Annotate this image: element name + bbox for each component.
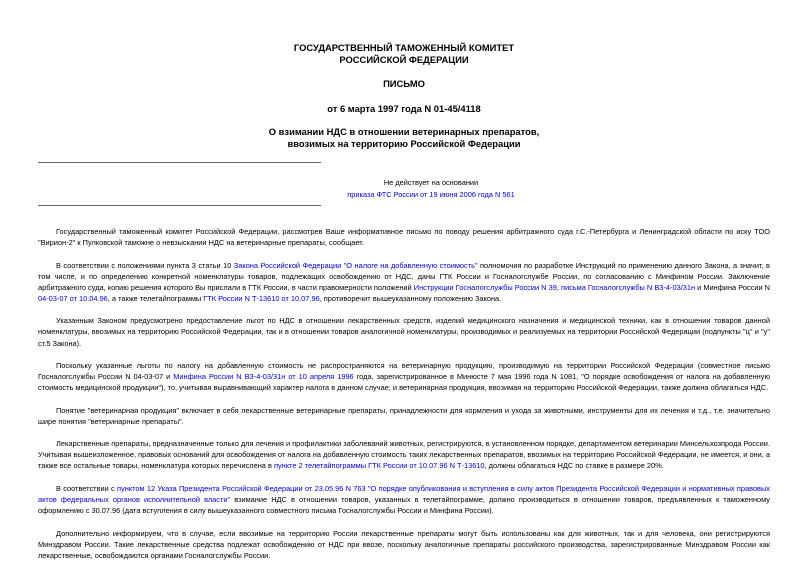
document-link[interactable]: Инструкции Госналогслужбы России N 39	[413, 282, 557, 292]
paragraph	[38, 360, 770, 393]
paragraph-text: Понятие "ветеринарная продукция" включает в себя лекарственные ветеринарные препараты, принадлежности для кормления и ухода за животными, инструменты для их лечения и т.д., т.е. значительно шире понятия "ветеринарные препараты".	[38, 405, 770, 426]
paragraph-text: , должны облагаться НДС по ставке в размере 20%.	[484, 461, 664, 471]
document-type: ПИСЬМО	[383, 78, 425, 89]
paragraph-text: Дополнительно информируем, что в случае, если ввозимые на территорию России лекарственные препараты могут быть использованы как для животных, так и для человека, они регистрируются Минздравом России. Такие лекарственные средства подлежат освобождению от НДС при ввозе, поскольку аналогичные препараты российского производства, зарегистрированные Минздравом России как лекарственные, освобождаются органами Госналогслужбы России.	[38, 528, 770, 560]
paragraph-text: В соответствии с	[56, 483, 117, 493]
document-date: от 6 марта 1997 года N 01-45/4118	[327, 102, 481, 114]
paragraph-text: , противоречит вышеуказанному положению Закона.	[319, 293, 502, 303]
document-link[interactable]: ГТК России N Т-13610 от 10.07.96	[203, 293, 320, 303]
paragraph-text: и Минфина России N	[695, 282, 770, 292]
paragraph-text: Лекарственные препараты, предназначенные только для лечения и профилактики заболеваний животных, регистрируются, в установленном порядке, департаментом ветеринарии Минсельхозпрода России. Учитывая вышеизложенное, правовых оснований для освобождения от налога на добавленную стоимость таких лекарственных препаратов, ввозимых на территорию Российской Федерации, не имеется, и они, а также все остальные товары, номенклатура которых перечислена в	[38, 439, 770, 471]
paragraph	[38, 528, 770, 561]
document-link[interactable]: Минфина России N ВЗ-4-03/31н от 10 апреля 1996	[173, 372, 354, 382]
paragraph	[38, 438, 770, 471]
document	[38, 42, 770, 572]
paragraph	[38, 260, 770, 304]
issuer-line-1: ГОСУДАРСТВЕННЫЙ ТАМОЖЕННЫЙ КОМИТЕТ	[293, 42, 515, 53]
paragraph-text: Указанным Законом предусмотрено предоставление льгот по НДС в отношении лекарственных средств, изделий медицинского назначения и медицинской техники, как в отношении товаров данной номенклатуры, ввозимых на территорию Российской Федерации, так и в отношении товаров аналогичной номенклатуры, производимых и реализуемых на территории Российской Федерации (подпункты "ц" и "у" ст.5 Закона).	[38, 316, 770, 348]
paragraph-text: ,	[556, 282, 561, 292]
paragraph-text: Поскольку указанные льготы по налогу на добавленную стоимость не распространяются на ветеринарную продукцию, производимую на территории Российской Федерации (совместное письмо Госналогслужбы России N 04-03-07 и	[38, 361, 770, 382]
paragraph	[38, 483, 770, 516]
paragraph	[38, 226, 770, 248]
paragraph-text: полномочия по разработке Инструкций по применению данного Закона, а значит, в том числе, и по определению конкретной номенклатуры товаров, подлежащих освобождению от НДС, даны ГТК России и Госналогслужбе России, по согласованию с Минфином России. Заключение арбитражного суда, копию решения которого Вы прислали в ГТК России, в части правомерности положений	[38, 260, 770, 292]
document-link[interactable]: письма Госналогслужбы N ВЗ-4-03/31н	[560, 282, 696, 292]
paragraph	[38, 405, 770, 427]
paragraph-text: В соответствии с положениями пункта 3 статьи 10	[56, 260, 234, 270]
document-link[interactable]: Закона Российской Федерации "О налоге на добавленную стоимость"	[233, 260, 478, 270]
paragraph-text: , а также телетайпограммы	[107, 293, 204, 303]
document-title-line-2: ввозимых на территорию Российской Федерации	[287, 137, 521, 149]
status-text: Не действует на основании	[383, 178, 479, 187]
status-link[interactable]: приказа ФТС России от 19 июня 2006 года N 561	[347, 190, 515, 199]
paragraph-text: Государственный таможенный комитет Российской Федерации, рассмотрев Ваше информативное письмо по поводу решения арбитражного суда г.С.-Петербурга и Ленинградской области по иску ТОО "Вирион-2" к Пулковской таможне о невзыскании НДС на ветеринарные препараты, сообщает.	[38, 227, 770, 248]
paragraph-text: взимание НДС в отношении товаров, указанных в телетайпограмме, должно производиться в отношении товаров, предъявленных к таможенному оформлению с 30.07.96 (дата вступления в силу вышеуказанного совместного письма Госналогслужбы России и Минфина России).	[38, 495, 771, 516]
document-body	[38, 226, 770, 561]
document-title-line-1: О взимании НДС в отношении ветеринарных препаратов,	[268, 126, 540, 137]
document-link[interactable]: 04-03-07 от 10.04.96	[38, 293, 108, 303]
paragraph	[38, 315, 770, 348]
document-link[interactable]: пункте 2 телетайпограммы ГТК России от 10.07.96 N Т-13610	[273, 461, 485, 471]
issuer-line-2: РОССИЙСКОЙ ФЕДЕРАЦИИ	[339, 53, 469, 65]
document-link[interactable]: пунктом 12 Указа Президента Российской Федерации от 23.05.96 N 763 "О порядке опубликования и вступления в силу актов Президента Российской Федерации и нормативных правовых актов федеральных органов исполнительной власти"	[38, 483, 770, 505]
paragraph-text: года, зарегистрированное в Минюсте 7 мая 1996 года N 1081, "О порядке освобождения от налога на добавленную стоимость медицинской продукции"), то, учитывая выравнивающий характер налога в данном случае, и ветеринарная продукция, ввозимая на территорию Российской Федерации, также должна облагаться НДС.	[38, 372, 770, 393]
